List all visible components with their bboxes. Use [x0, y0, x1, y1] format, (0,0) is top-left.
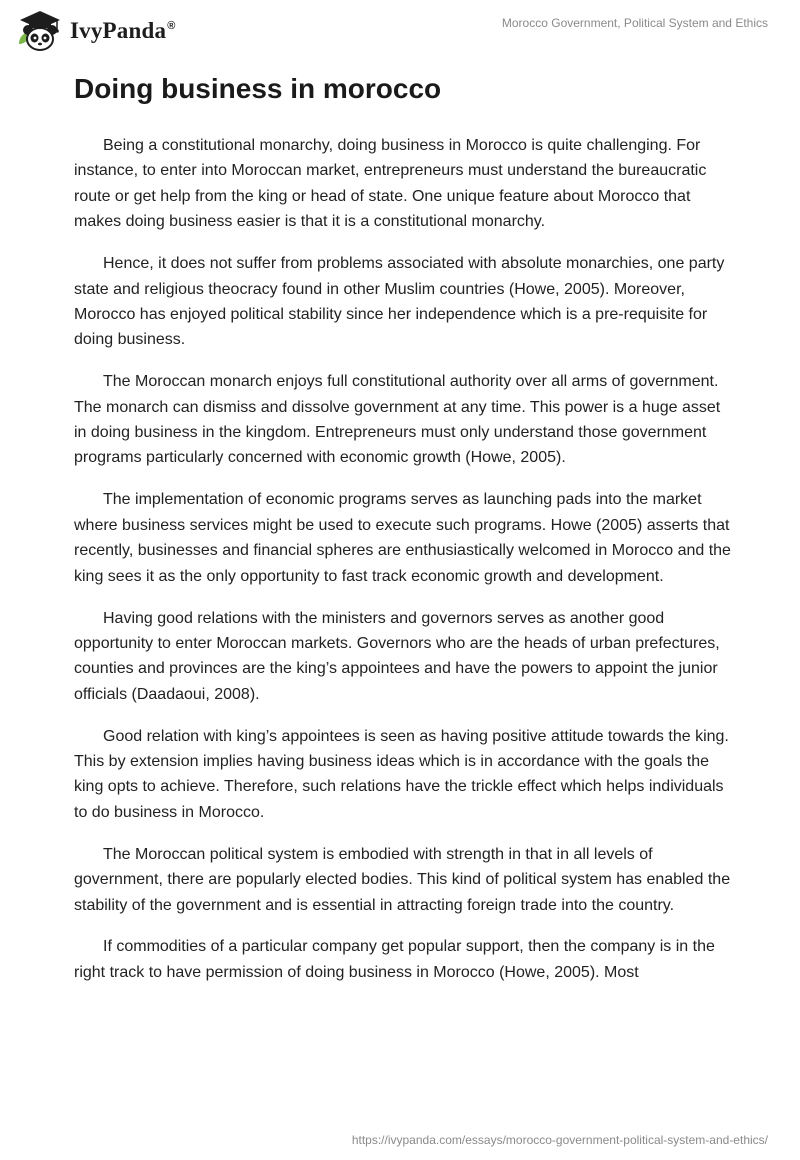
- paragraph: The Moroccan monarch enjoys full constitutional authority over all arms of government. The monarch can dismiss and dissolve government at any time. This power is a huge asset in doing business in the kingdom. Entrepreneurs must only understand those government programs particularly concerned with economic growth (Howe, 2005).: [74, 373, 721, 467]
- paragraph: Good relation with king’s appointees is seen as having positive attitude towards the king. This by extension implies having business ideas which is in accordance with the goals the king opts to achieve. Therefore, such relations have the trickle effect which helps individuals to do business in Morocco.: [74, 727, 729, 821]
- document-title: Morocco Government, Political System and Ethics: [501, 16, 768, 30]
- paragraph: Having good relations with the ministers and governors serves as another good opportunity to enter Moroccan markets. Governors who are the heads of urban prefectures, counties and provinces are the king’s appointees and have the powers to appoint the junior officials (Daadaoui, 2008).: [74, 609, 720, 703]
- registered-mark: ®: [167, 20, 176, 32]
- paragraph: Hence, it does not suffer from problems associated with absolute monarchies, one party state and religious theocracy found in other Muslim countries (Howe, 2005). Moreover, Morocco has enjoyed political stability since her independence which is a pre-requisite for doing business.: [74, 255, 725, 349]
- page-header: [0, 0, 800, 60]
- logo-wordmark: [70, 18, 176, 44]
- panda-graduate-icon: [16, 8, 64, 52]
- paragraph: The Moroccan political system is embodied with strength in that in all levels of government, there are popularly elected bodies. This kind of political system has enabled the stability of the government and is essential in attracting foreign trade into the country.: [74, 845, 731, 914]
- logo-text: IvyPanda: [70, 18, 167, 43]
- page-title: Doing business in morocco: [74, 73, 442, 104]
- paragraph: The implementation of economic programs serves as launching pads into the market where business services might be used to execute such programs. Howe (2005) asserts that recently, businesses and financial spheres are enthusiastically welcomed in Morocco and the king sees it as the only opportunity to fast track economic growth and development.: [74, 491, 731, 585]
- paragraph: Being a constitutional monarchy, doing business in Morocco is quite challenging. For instance, to enter into Moroccan market, entrepreneurs must understand the bureaucratic route or get help from the king or head of state. One unique feature about Morocco that makes doing business easier is that it is a constitutional monarchy.: [74, 137, 707, 231]
- ivypanda-logo[interactable]: [16, 8, 176, 52]
- article-body: [74, 133, 734, 1002]
- paragraph: If commodities of a particular company get popular support, then the company is in the right track to have permission of doing business in Morocco (Howe, 2005). Most: [74, 938, 715, 981]
- footer-url[interactable]: https://ivypanda.com/essays/morocco-government-political-system-and-ethics/: [351, 1133, 768, 1147]
